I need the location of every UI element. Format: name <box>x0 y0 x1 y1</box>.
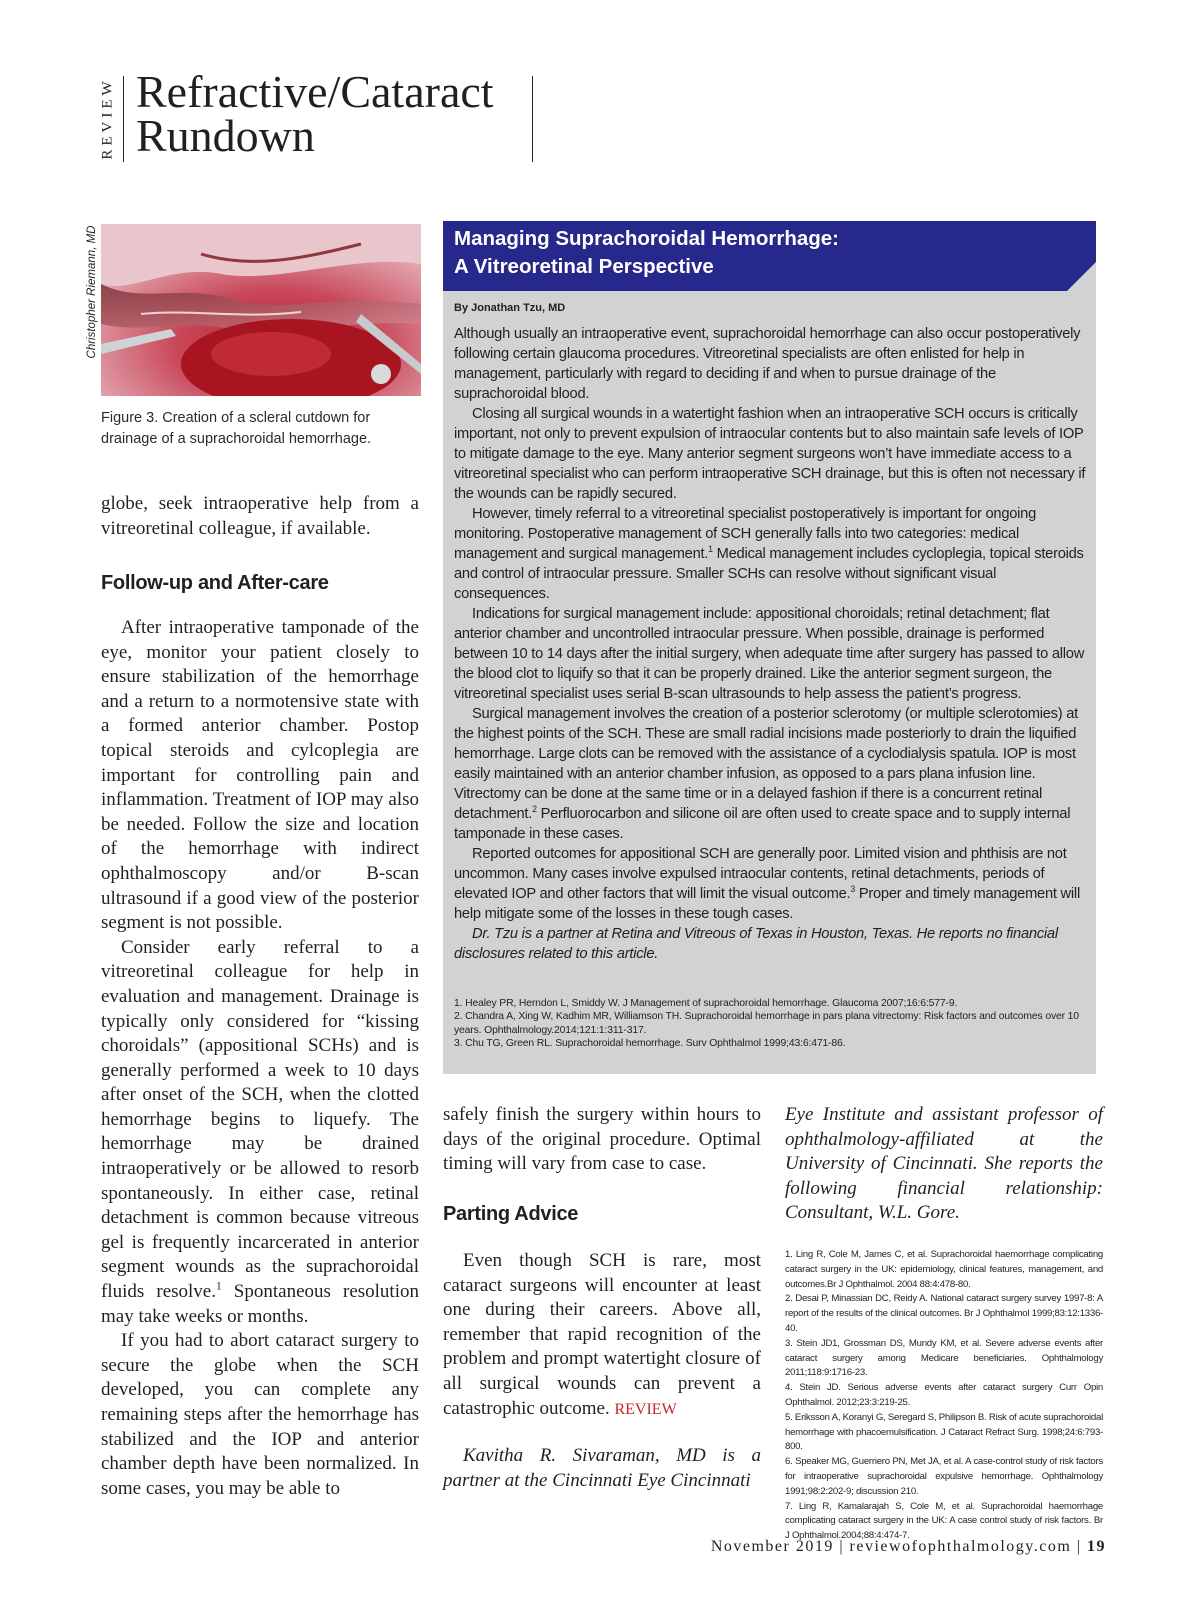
review-end-mark: REVIEW <box>614 1400 677 1418</box>
reference-item: 1. Ling R, Cole M, James C, et al. Suprachoroidal haemorrhage complicating cataract surgery in the UK: epidemiology, clinical features, management, and outcomes.Br J Ophthalmol. 2004 88:4:478-80. <box>785 1249 1103 1290</box>
sidebar-corner-notch <box>1067 262 1096 291</box>
reference-item: 5. Eriksson A, Koranyi G, Seregard S, Philipson B. Risk of acute suprachoroidal hemorrhage with phacoemulsification. J Cataract Refract Surg. 1998;24:6:793-800. <box>785 1411 1103 1453</box>
reference-item: 7. Ling R, Kamalarajah S, Cole M, et al. Suprachoroidal haemorrhage complicating cataract surgery in the UK: A case control study of risk factors. Br J Ophthalmol.2004;88:4:474-7. <box>785 1500 1103 1542</box>
paragraph: Even though SCH is rare, most cataract surgeons will encounter at least one during their careers. Above all, remember that rapid recognition of the problem and prompt watertight closure of all surgical wounds can prevent a catastrophic outcome. REVIEW <box>443 1250 761 1419</box>
paragraph: Consider early referral to a vitreoretinal colleague for help in evaluation and management. Drainage is typically only considered for “kissing choroidals” (appositional SCHs) and is generally performed a week to 10 days after onset of the SCH, when the clotted hemorrhage begins to liquefy. The hemorrhage may be drained intraoperatively or be allowed to resorb spontaneously. In either case, retinal detachment is common because vitreous gel is frequently incarcerated in anterior segment wounds as the suprachoroidal fluids resolve.$^1$ Spontaneous resolution may take weeks or months. <box>101 936 419 1327</box>
sidebar-text <box>454 324 1086 964</box>
page-title <box>136 66 494 161</box>
page-title-line-2: Rundown <box>136 110 315 161</box>
paragraph: However, timely referral to a vitreoretinal specialist postoperatively is important for ongoing monitoring. Postoperative management of SCH generally falls into two categories: medical management and surgical management.$^1$ Medical management includes cycloplegia, topical steroids and control of intraocular pressure. Smaller SCHs can resolve without significant visual consequences. <box>454 506 1084 602</box>
paragraph: Eye Institute and assistant professor of ophthalmology-affiliated at the University of Cincinnati. She reports the following financial relationship: Consultant, W.L. Gore. <box>785 1104 1103 1224</box>
paragraph: Indications for surgical management include: appositional choroidals; retinal detachment; flat anterior chamber and uncontrolled intraocular pressure. When possible, drainage is performed between 10 to 14 days after the initial surgery, when adequate time after surgery has passed to allow the blood clot to liquify so that it can be properly drained. Like the anterior segment surgeon, the vitreoretinal specialist uses serial B-scan ultrasounds to help assess the patient’s progress. <box>454 606 1085 702</box>
page-number: 19 <box>1087 1538 1106 1555</box>
reference-item: 2. Chandra A, Xing W, Kadhim MR, Williamson TH. Suprachoroidal hemorrhage in pars plana vitrectomy: Risk factors and outcomes over 10 years. Ophthalmology.2014;121:1:311-317. <box>454 1011 1079 1036</box>
paragraph: Surgical management involves the creation of a posterior sclerotomy (or multiple sclerotomies) at the highest points of the SCH. These are small radial incisions made posteriorly to drain the liquified hemorrhage. Large clots can be removed with the assistance of a cyclodialysis spatula. IOP is most easily maintained with an anterior chamber infusion, as opposed to a pars plana infusion line. Vitrectomy can be done at the same time or in a delayed fashion if there is a concurrent retinal detachment.$^2$ Perfluorocarbon and silicone oil are often used to create space and to supply internal tamponade in these cases. <box>454 706 1078 842</box>
paragraph: If you had to abort cataract surgery to secure the globe when the SCH developed, you can complete any remaining steps after the hemorrhage has stabilized and the IOP and anterior chamber depth have been normalized. In some cases, you may be able to <box>101 1330 419 1499</box>
author-note: Dr. Tzu is a partner at Retina and Vitreous of Texas in Houston, Texas. He reports no financial disclosures related to this article. <box>454 926 1058 962</box>
sidebar-title-line-1: Managing Suprachoroidal Hemorrhage: <box>454 227 839 250</box>
reference-item: 1. Healey PR, Herndon L, Smiddy W. J Management of suprachoroidal hemorrhage. Glaucoma 2007;16:6:577-9. <box>454 998 958 1009</box>
reference-item: 2. Desai P, Minassian DC, Reidy A. National cataract surgery survey 1997-8: A report of the results of the clinical outcomes. Br J Ophthalmol 1999;83:12:1336-40. <box>785 1293 1103 1334</box>
paragraph: Closing all surgical wounds in a watertight fashion when an intraoperative SCH occurs is critically important, not only to prevent expulsion of intraocular contents but to also maintain safe levels of IOP to mitigate damage to the eye. Many anterior segment surgeons won’t have immediate access to a vitreoretinal specialist who can perform intraoperative SCH drainage, but this is often not necessary if the wounds can be rapidly secured. <box>454 406 1086 502</box>
author-bio-end <box>785 1103 1103 1226</box>
body-text-col2 <box>443 1103 761 1177</box>
reference-item: 6. Speaker MG, Guerriero PN, Met JA, et al. A case-control study of risk factors for intraoperative suprachoroidal expulsive hemorrhage. Ophthalmology 1991;98:2:202-9; discussion 210. <box>785 1456 1103 1497</box>
paragraph: After intraoperative tamponade of the eye, monitor your patient closely to ensure stabilization of the hemorrhage and a return to a normotensive state with a formed anterior chamber. Postop topical steroids and cylcoplegia are important for controlling pain and inflammation. Treatment of IOP may also be needed. Follow the size and location of the hemorrhage with indirect ophthalmoscopy and/or B-scan ultrasound if a good view of the posterior segment is not possible. <box>101 617 419 934</box>
header-rule-right <box>532 76 533 162</box>
reference-list <box>785 1248 1103 1544</box>
reference-item: 3. Stein JD1, Grossman DS, Mundy KM, et al. Severe adverse events after cataract surgery among Medicare beneficiaries. Ophthalmology 2011;118:9:1716-23. <box>785 1337 1103 1379</box>
sidebar-title <box>454 225 1014 281</box>
body-text-col1-intro <box>101 492 419 541</box>
footer-issue: November 2019 | reviewofophthalmology.com | <box>710 1538 1082 1555</box>
page-footer <box>700 1538 1106 1556</box>
reference-item: 3. Chu TG, Green RL. Suprachoroidal hemorrhage. Surv Ophthalmol 1999;43:6:471-86. <box>454 1037 846 1049</box>
section-label: REVIEW <box>99 77 116 160</box>
heading-followup <box>101 571 329 596</box>
paragraph: safely finish the surgery within hours to days of the original procedure. Optimal timing will vary from case to case. <box>443 1104 761 1175</box>
body-text-col2-parting <box>443 1249 761 1422</box>
photo-credit: Christopher Riemann, MD <box>86 225 98 359</box>
page-title-line-1: Refractive/Cataract <box>136 66 494 117</box>
paragraph: Kavitha R. Sivaraman, MD is a partner at the Cincinnati Eye Cincinnati <box>443 1445 761 1491</box>
paragraph: globe, seek intraoperative help from a vitreoretinal colleague, if available. <box>101 493 419 539</box>
paragraph: Reported outcomes for appositional SCH are generally poor. Limited vision and phthisis are not uncommon. Many cases involve expulsed intraocular contents, retinal detachments, periods of elevated IOP and other factors that will limit the visual outcome.$^3$ Proper and timely management will help mitigate some of the losses in these tough cases. <box>454 846 1080 922</box>
author-bio-start <box>443 1444 761 1493</box>
paragraph: Although usually an intraoperative event, suprachoroidal hemorrhage can also occur postoperatively following certain glaucoma procedures. Vitreoretinal specialists are often enlisted for help in management, particularly with regard to deciding if and when to pursue drainage of the suprachoroidal blood. <box>454 326 1081 402</box>
surgery-photo-image <box>101 224 421 396</box>
surgery-photo <box>101 224 421 396</box>
reference-item: 4. Stein JD. Serious adverse events after cataract surgery Curr Opin Ophthalmol. 2012;23:3:219-25. <box>785 1382 1103 1408</box>
heading-text: Follow-up and After-care <box>101 572 329 594</box>
header-rule-left <box>123 76 124 162</box>
figure-caption: Figure 3. Creation of a scleral cutdown for drainage of a suprachoroidal hemorrhage. <box>101 410 372 447</box>
heading-parting <box>443 1202 578 1227</box>
sidebar-title-line-2: A Vitreoretinal Perspective <box>454 255 714 278</box>
sidebar-byline: By Jonathan Tzu, MD <box>454 302 566 314</box>
body-text-col1 <box>101 616 419 1501</box>
heading-text: Parting Advice <box>443 1203 579 1225</box>
sidebar-reference-list <box>454 997 1086 1050</box>
